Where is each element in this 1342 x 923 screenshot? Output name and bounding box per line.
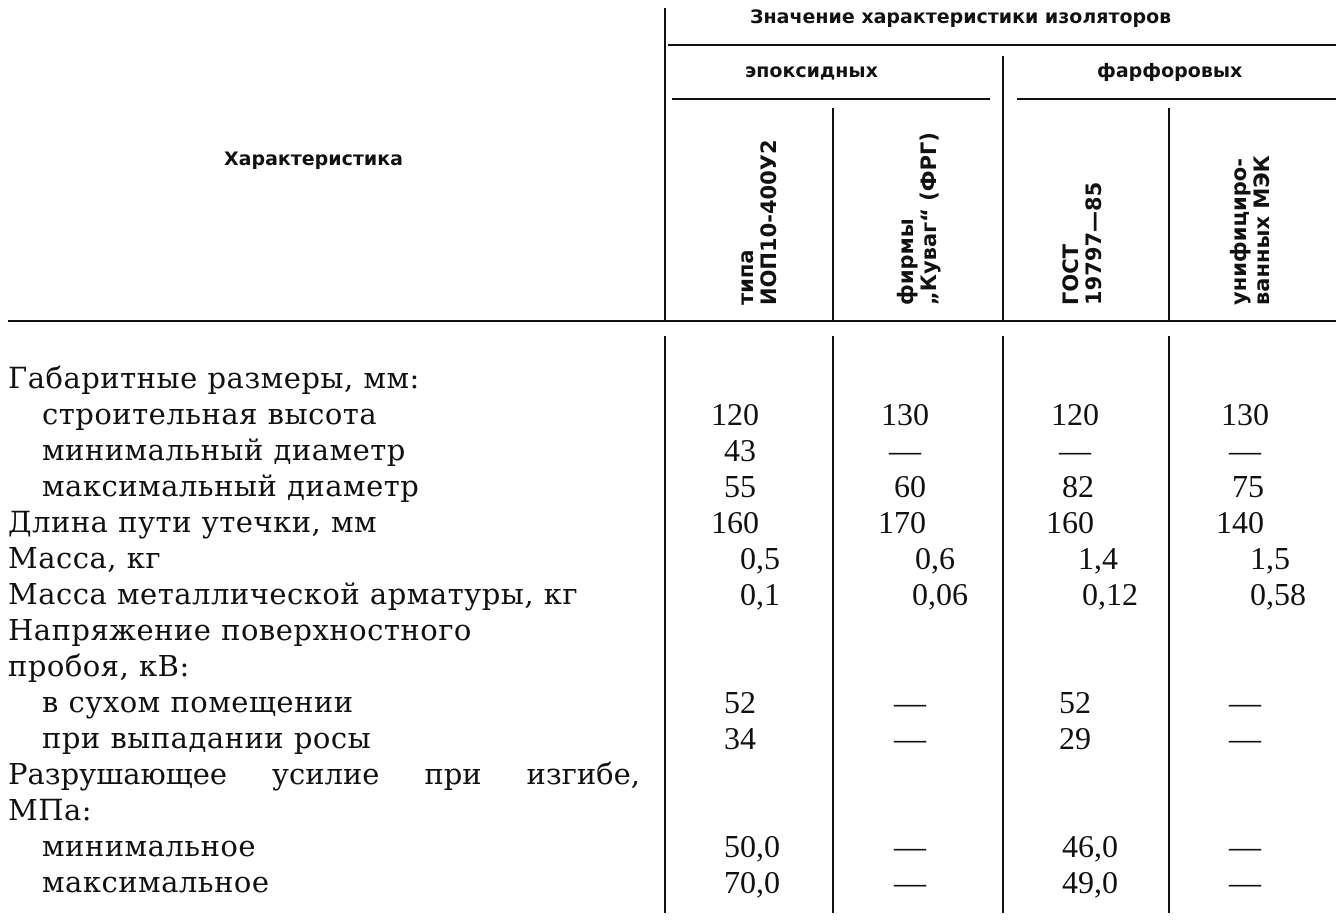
cell-iec: — [1229, 432, 1261, 468]
cell-iec: 140 [1216, 504, 1264, 540]
vrule-kuvag [832, 108, 834, 320]
header-group-title: Значение характеристики изоляторов [750, 6, 1172, 28]
cell-iop10: 0,5 [740, 540, 780, 576]
row-bending-min [0, 828, 1342, 864]
header-epoxy: эпоксидных [745, 60, 878, 82]
row-bending-max [0, 864, 1342, 900]
row-voltage-title-cont [0, 648, 1342, 684]
row-label: пробоя, кВ: [8, 649, 190, 683]
row-max-diameter [0, 468, 1342, 504]
col-header-gost: ГОСТ 19797—85 [1059, 181, 1106, 305]
cell-kuvag: 130 [881, 396, 929, 432]
cell-iop10: 0,1 [740, 576, 780, 612]
cell-iec: 1,5 [1250, 540, 1290, 576]
col-header-iop10: типа ИОП10-400У2 [734, 139, 781, 305]
cell-kuvag: — [894, 828, 926, 864]
cell-iec: — [1229, 720, 1261, 756]
word: при [424, 757, 482, 791]
cell-iec: — [1229, 828, 1261, 864]
rule-epoxy [672, 98, 990, 100]
cell-gost: — [1059, 432, 1091, 468]
cell-gost: 46,0 [1062, 828, 1118, 864]
cell-iec: 130 [1221, 396, 1269, 432]
cell-iec: — [1229, 684, 1261, 720]
cell-gost: 52 [1059, 684, 1091, 720]
cell-iop10: 160 [711, 504, 759, 540]
vrule-iec [1168, 108, 1170, 320]
row-gabarit [0, 360, 1342, 396]
row-label: строительная высота [42, 397, 378, 431]
row-mass [0, 540, 1342, 576]
row-label: при выпадании росы [42, 721, 372, 755]
header-porcelain: фарфоровых [1097, 60, 1243, 82]
row-label: минимальный диаметр [42, 433, 406, 467]
row-bending-unit [0, 792, 1342, 828]
vrule-main [664, 8, 666, 320]
col-header-iec: унифициро- ванных МЭК [1227, 155, 1274, 305]
rule-porcelain [1017, 98, 1336, 100]
row-height [0, 396, 1342, 432]
cell-kuvag: — [894, 720, 926, 756]
cell-gost: 49,0 [1062, 864, 1118, 900]
row-voltage-title [0, 612, 1342, 648]
header-characteristic: Характеристика [224, 148, 403, 170]
row-label: максимальный диаметр [42, 469, 420, 503]
rule-group [668, 44, 1336, 46]
cell-kuvag: 0,06 [912, 576, 968, 612]
vrule-group [1002, 56, 1004, 320]
cell-iop10: 120 [711, 396, 759, 432]
cell-kuvag: 0,6 [915, 540, 955, 576]
cell-gost: 160 [1046, 504, 1094, 540]
cell-kuvag: — [894, 684, 926, 720]
cell-iec: 0,58 [1250, 576, 1306, 612]
cell-iop10: 34 [724, 720, 756, 756]
cell-gost: 0,12 [1082, 576, 1138, 612]
cell-kuvag: 60 [894, 468, 926, 504]
word: Разрушающее [8, 757, 228, 791]
row-dry-room [0, 684, 1342, 720]
rule-header-bottom [8, 320, 1336, 322]
row-label-justified [8, 756, 640, 792]
word: усилие [271, 757, 380, 791]
cell-iec: 75 [1232, 468, 1264, 504]
cell-gost: 120 [1051, 396, 1099, 432]
cell-kuvag: — [894, 864, 926, 900]
cell-iec: — [1229, 864, 1261, 900]
cell-iop10: 43 [724, 432, 756, 468]
col-header-kuvag: фирмы „Куваг“ (ФРГ) [894, 132, 941, 305]
cell-gost: 82 [1062, 468, 1094, 504]
row-label: Масса металлической арматуры, кг [8, 577, 579, 611]
row-label: Напряжение поверхностного [8, 613, 472, 647]
row-label: в сухом помещении [42, 685, 354, 719]
row-leakage [0, 504, 1342, 540]
row-label: максимальное [42, 865, 270, 899]
row-min-diameter [0, 432, 1342, 468]
row-dew [0, 720, 1342, 756]
cell-gost: 29 [1059, 720, 1091, 756]
word: изгибе, [526, 757, 640, 791]
row-label: Длина пути утечки, мм [8, 505, 378, 539]
row-label: минимальное [42, 829, 257, 863]
row-fitting-mass [0, 576, 1342, 612]
cell-iop10: 55 [724, 468, 756, 504]
row-label: Масса, кг [8, 541, 162, 575]
row-label: МПа: [8, 793, 93, 827]
cell-kuvag: 170 [878, 504, 926, 540]
cell-kuvag: — [889, 432, 921, 468]
cell-iop10: 70,0 [724, 864, 780, 900]
cell-gost: 1,4 [1078, 540, 1118, 576]
row-label: Габаритные размеры, мм: [8, 361, 420, 395]
cell-iop10: 50,0 [724, 828, 780, 864]
row-bending-title [0, 756, 1342, 792]
cell-iop10: 52 [724, 684, 756, 720]
